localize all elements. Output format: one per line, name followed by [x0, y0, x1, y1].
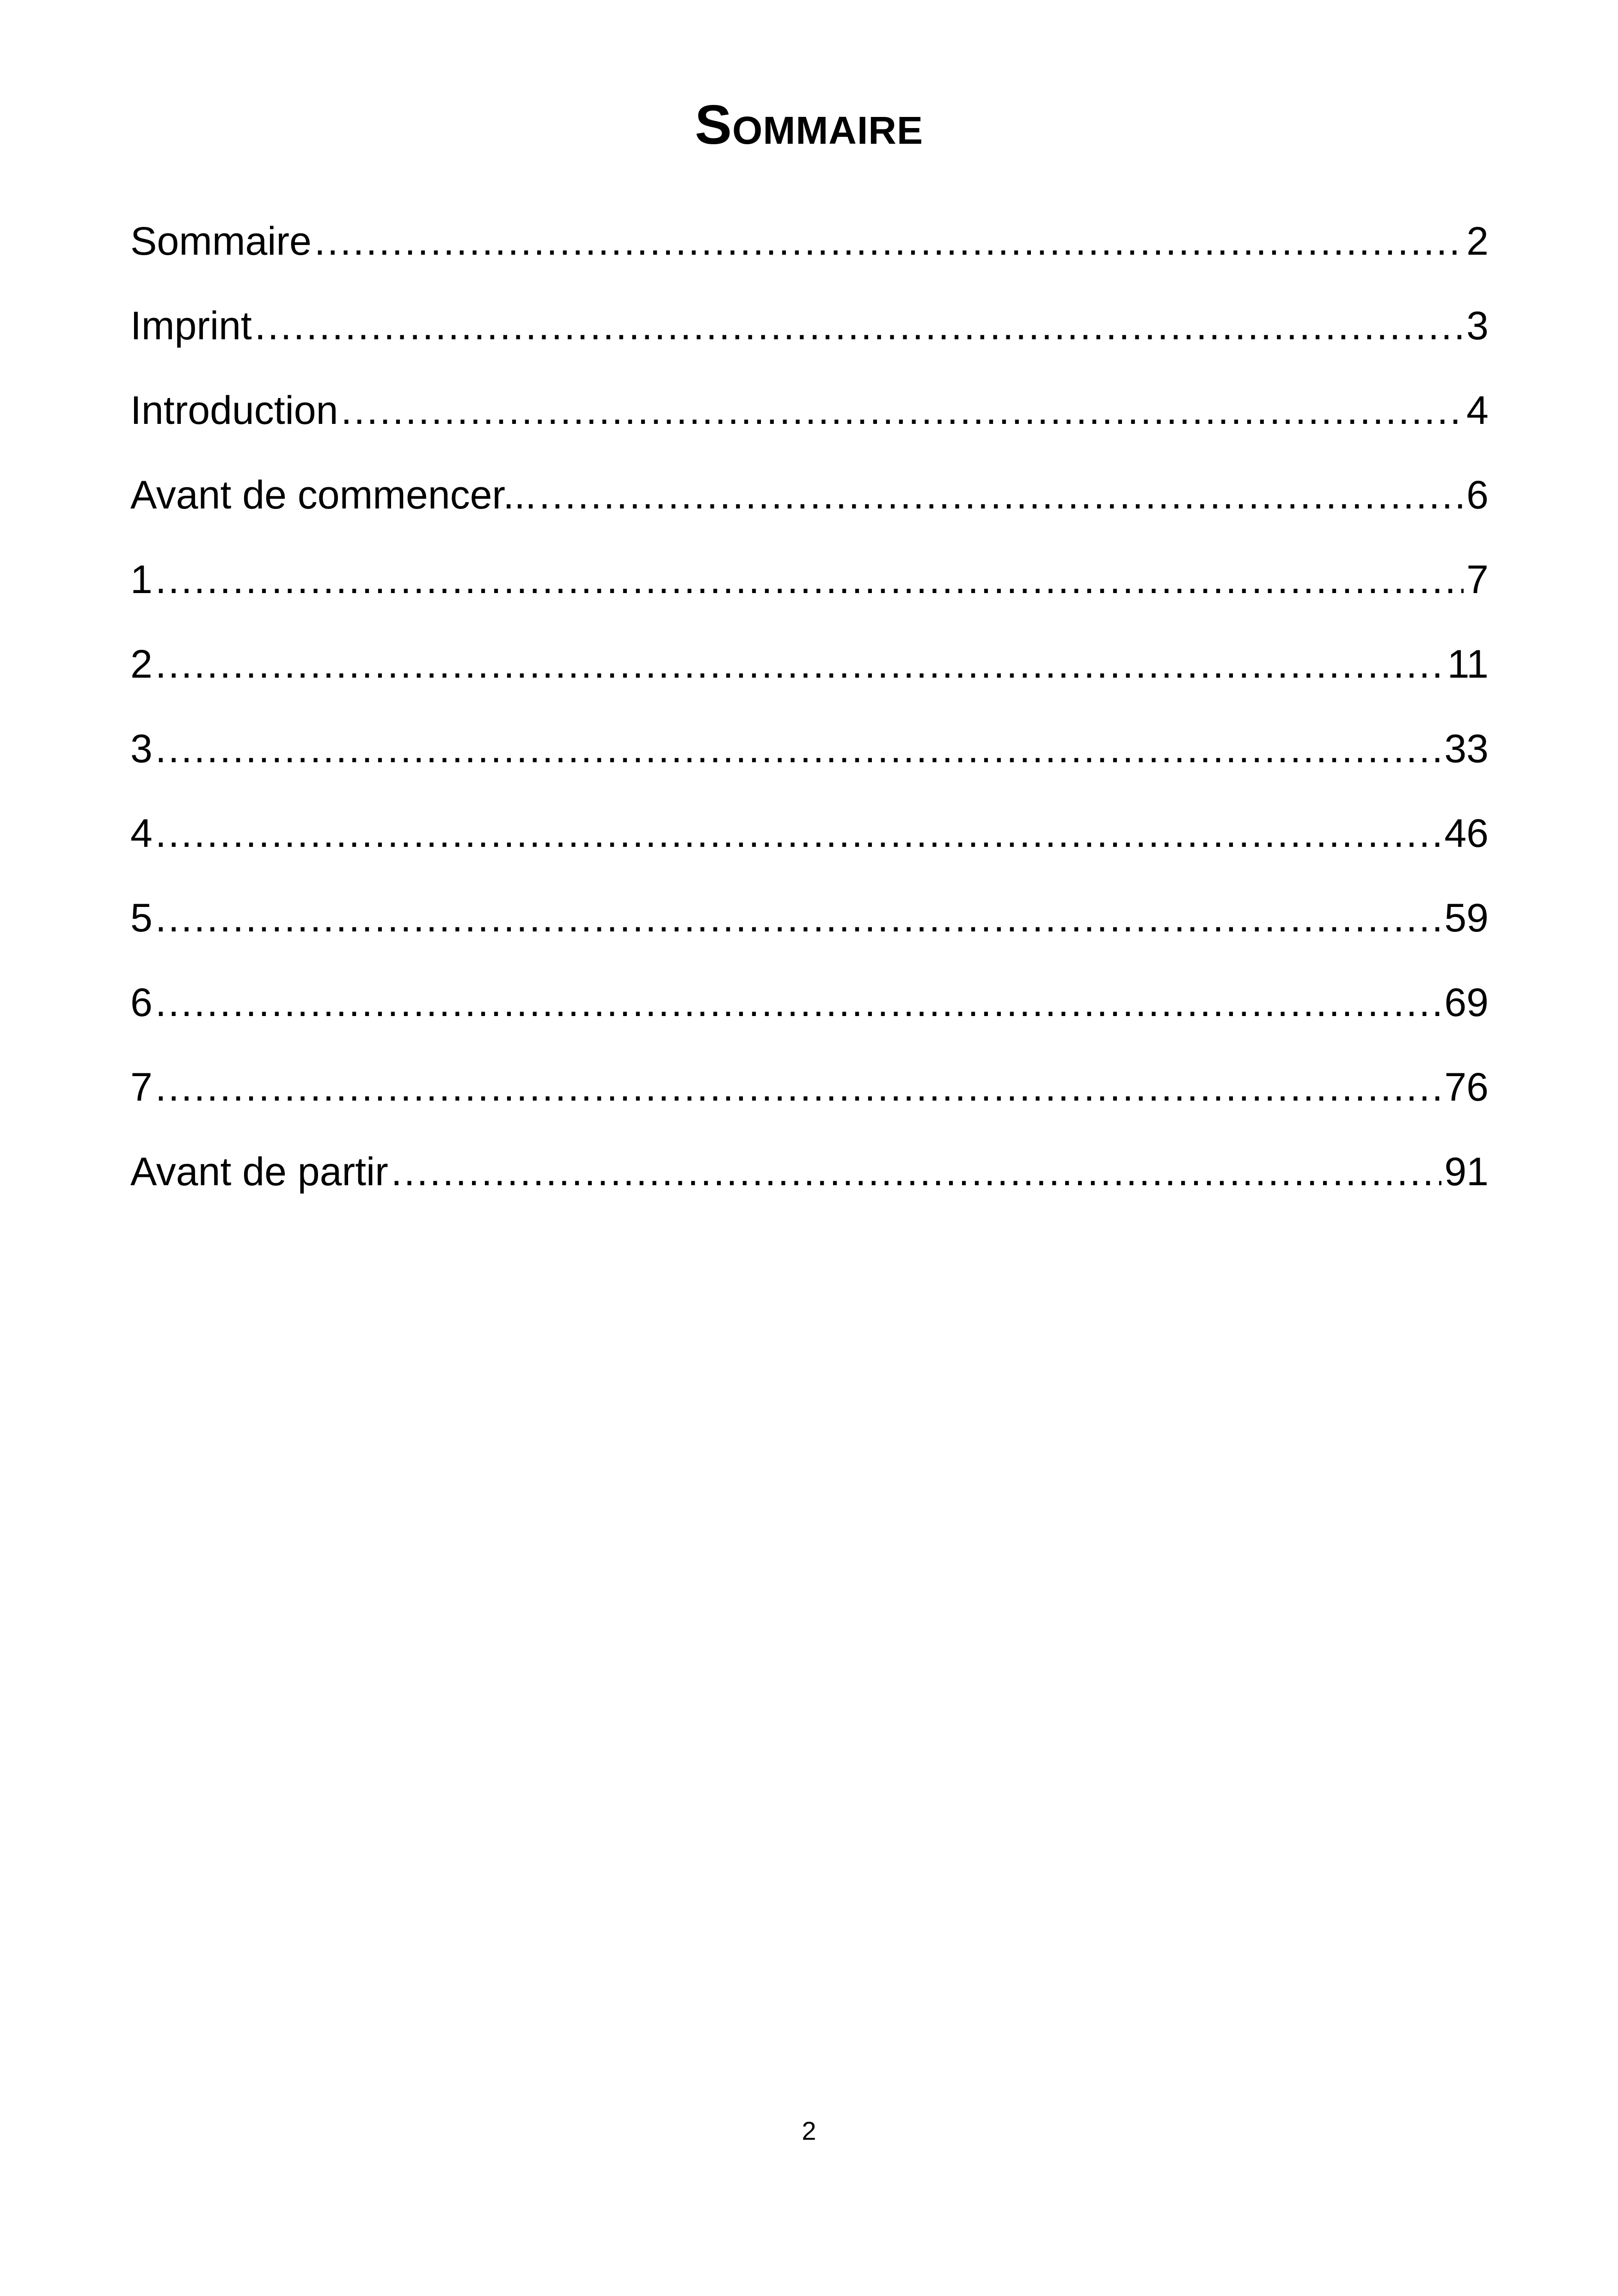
toc-entry-avant-de-commencer[interactable] [130, 453, 1489, 537]
toc-entry-label: 4 [130, 810, 155, 857]
toc-entry-label: 1 [130, 557, 155, 603]
toc-dot-leader [155, 895, 1441, 941]
toc-dot-leader [255, 303, 1464, 349]
toc-entry-avant-de-partir[interactable] [130, 1129, 1489, 1214]
toc-entry-page: 6 [1464, 472, 1489, 518]
toc-entry-chapter-1[interactable] [130, 537, 1489, 622]
toc-dot-leader [341, 387, 1464, 434]
toc-entry-label: Sommaire [130, 218, 314, 264]
toc-entry-page: 4 [1464, 387, 1489, 434]
toc-entry-sommaire[interactable] [130, 199, 1489, 283]
toc-dot-leader [155, 557, 1464, 603]
toc-dot-leader [314, 218, 1464, 264]
toc-entry-label: Imprint [130, 303, 255, 349]
toc-entry-label: Avant de commencer... [130, 472, 539, 518]
page-title [0, 90, 1618, 159]
toc-entry-page: 11 [1445, 641, 1489, 687]
toc-entry-chapter-5[interactable] [130, 876, 1489, 960]
toc-entry-page: 91 [1441, 1149, 1489, 1195]
toc-entry-page: 2 [1464, 218, 1489, 264]
toc-entry-page: 3 [1464, 303, 1489, 349]
page-number: 2 [802, 2116, 816, 2145]
toc-dot-leader [391, 1149, 1442, 1195]
toc-entry-page: 69 [1441, 980, 1489, 1026]
toc-entry-page: 33 [1441, 726, 1489, 772]
toc-dot-leader [155, 726, 1441, 772]
toc-entry-label: Avant de partir [130, 1149, 391, 1195]
toc-dot-leader [155, 810, 1441, 857]
toc-entry-introduction[interactable] [130, 368, 1489, 453]
page-title-text: Sommaire [694, 94, 923, 156]
toc-entry-imprint[interactable] [130, 283, 1489, 368]
toc-entry-chapter-3[interactable] [130, 706, 1489, 791]
toc-entry-chapter-6[interactable] [130, 960, 1489, 1045]
toc-entry-label: 3 [130, 726, 155, 772]
toc-entry-page: 7 [1464, 557, 1489, 603]
toc-entry-label: Introduction [130, 387, 341, 434]
toc-dot-leader [155, 1064, 1441, 1110]
toc-entry-page: 59 [1441, 895, 1489, 941]
toc-entry-chapter-7[interactable] [130, 1045, 1489, 1129]
toc-entry-page: 46 [1441, 810, 1489, 857]
toc-entry-chapter-2[interactable] [130, 622, 1489, 706]
toc-entry-label: 2 [130, 641, 155, 687]
toc-entry-label: 5 [130, 895, 155, 941]
toc-entry-label: 7 [130, 1064, 155, 1110]
table-of-contents [130, 199, 1489, 1214]
toc-dot-leader [539, 472, 1464, 518]
toc-dot-leader [155, 980, 1441, 1026]
toc-entry-page: 76 [1441, 1064, 1489, 1110]
toc-entry-chapter-4[interactable] [130, 791, 1489, 876]
toc-entry-label: 6 [130, 980, 155, 1026]
toc-dot-leader [155, 641, 1445, 687]
